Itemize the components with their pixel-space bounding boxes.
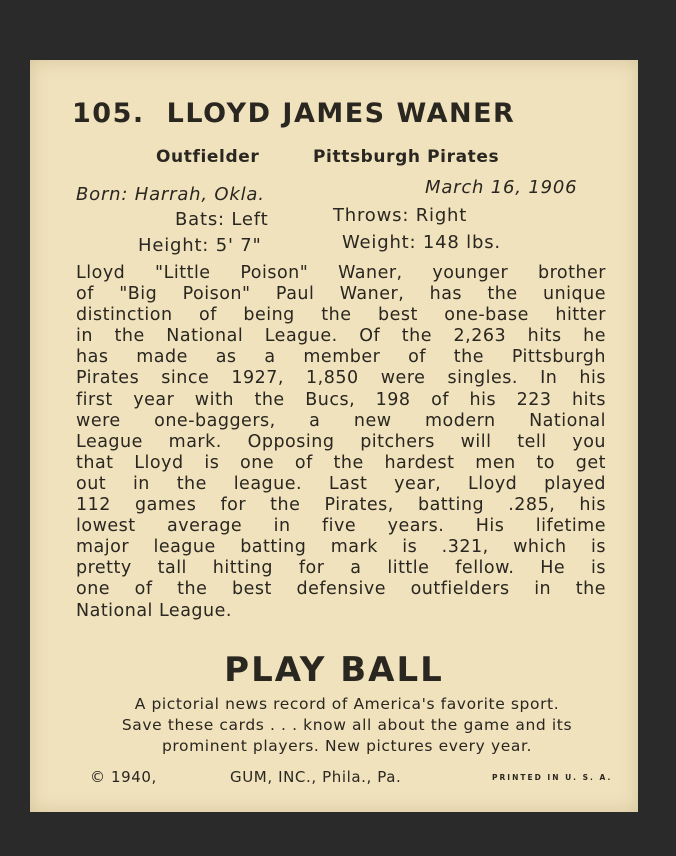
baseball-card-back: [30, 60, 638, 812]
bio-line: Lloyd "Little Poison" Waner, younger brother: [76, 263, 606, 283]
bio-line: major league batting mark is .321, which is: [76, 537, 606, 558]
tagline-line: Save these cards . . . know all about the game and its: [121, 716, 573, 734]
bio-line: National League.: [76, 600, 232, 621]
bio-line: Pirates since 1927, 1,850 were singles. In his: [76, 368, 606, 389]
bio-line: of "Big Poison" Paul Waner, has the unique: [76, 284, 606, 305]
play-ball-heading: PLAY BALL: [224, 650, 444, 690]
player-team: Pittsburgh Pirates: [313, 147, 500, 167]
tagline-line: A pictorial news record of America's favorite sport.: [134, 695, 560, 713]
bio-line: League mark. Opposing pitchers will tell you: [76, 431, 606, 452]
publisher: GUM, INC., Phila., Pa.: [230, 768, 402, 786]
printed-in-usa: PRINTED IN U. S. A.: [492, 773, 613, 782]
bio-line: first year with the Bucs, 198 of his 223 hits: [76, 389, 606, 410]
tagline: [82, 694, 612, 757]
throws: Throws: Right: [333, 205, 468, 226]
weight: Weight: 148 lbs.: [342, 232, 501, 253]
player-name: LLOYD JAMES WANER: [166, 98, 516, 129]
bio-line: lowest average in five years. His lifetime: [76, 516, 606, 537]
bats: Bats: Left: [175, 209, 269, 230]
bio-line: has made as a member of the Pittsburgh: [76, 347, 606, 368]
bio-line: pretty tall hitting for a little fellow. He is: [76, 558, 606, 579]
birthplace: Born: Harrah, Okla.: [76, 184, 265, 205]
bio-line: one of the best defensive outfielders in the: [76, 579, 606, 600]
biography: [76, 263, 606, 622]
bio-line: in the National League. Of the 2,263 hits he: [76, 326, 606, 347]
height: Height: 5' 7": [138, 235, 262, 256]
card-number: 105.: [72, 98, 145, 129]
bio-line: were one-baggers, a new modern National: [76, 410, 606, 431]
bio-line: 112 games for the Pirates, batting .285, his: [76, 495, 606, 516]
birth-date: March 16, 1906: [425, 177, 578, 198]
card-header: [72, 98, 612, 129]
copyright: © 1940,: [90, 768, 157, 786]
bio-line: out in the league. Last year, Lloyd played: [76, 473, 606, 494]
tagline-line: prominent players. New pictures every year.: [161, 737, 533, 755]
player-position: Outfielder: [156, 147, 260, 167]
bio-line: that Lloyd is one of the hardest men to get: [76, 452, 606, 473]
bio-line: distinction of being the best one-base hitter: [76, 305, 606, 326]
